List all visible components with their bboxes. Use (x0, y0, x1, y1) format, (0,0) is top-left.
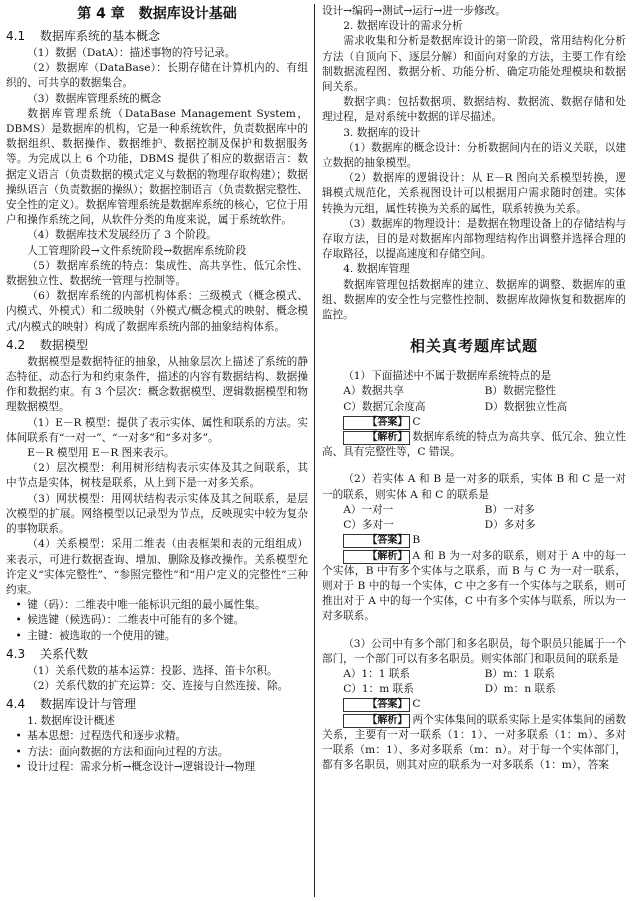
section-heading-4-4: 4.4 数据库设计与管理 (6, 697, 137, 712)
question-stem: （3）公司中有多个部门和多名职员，每个职员只能属于一个部门，一个部门可以有多名职员。则实体部门和职员间的联系是 (322, 637, 626, 665)
paragraph: （1）数据（DatA）：描述事物的符号记录。 (27, 47, 236, 59)
right-column (322, 4, 626, 785)
paragraph: 数据库管理系统（DataBase Management System，DBMS）是数据库的机构，它是一种系统软件，负责数据库中的数据组织、数据操作、数据维护、数据控制及保护和数据服务等。为完成以上 6 个功能，DBMS 提供了相应的数据语言：数据定义语言（负责数据的模式定义与数据的物理存取构建）；数据操纵语言（负责数据的操纵）；数据控制语言（负责数据完整性、安全性的定义）。数据库管理系统是数据库系统的核心，它位于用户和操作系统之间，从软件分类的角度来说，属于系统软件。 (6, 107, 308, 227)
option-d: D）数据独立性高 (484, 400, 568, 413)
section-heading-4-2: 4.2 数据模型 (6, 337, 89, 352)
list-item: • 键（码）：二维表中唯一能标识元组的最小属性集。 (6, 598, 308, 613)
paragraph: E－R 模型用 E－R 图来表示。 (27, 447, 175, 460)
section-heading-4-1: 4.1 数据库系统的基本概念 (6, 29, 161, 43)
question-3 (322, 637, 626, 774)
option-a: A）一对一 (343, 503, 394, 516)
paragraph: （2）关系代数的扩充运算：交、连接与自然连接、除。 (27, 679, 289, 692)
option-list (322, 667, 626, 697)
paragraph: 数据库管理包括数据库的建立、数据库的调整、数据库的重组、数据库的安全性与完整性控制、数据库故障恢复和数据库的监控。 (322, 278, 626, 322)
paragraph: 需求收集和分析是数据库设计的第一阶段，常用结构化分析方法（自顶向下、逐层分解）和面向对象的方法，主要工作有绘制数据流程图、数据分析、功能分析、确定功能处理模块和数据间关系。 (322, 35, 626, 94)
bullet-icon: • (15, 745, 22, 758)
paragraph: 数据模型是数据特征的抽象，从抽象层次上描述了系统的静态特征、动态行为和约束条件，描述的内容有数据结构、数据操作和数据约束。有 3 个层次：概念数据模型、逻辑数据模型和物理数据模型。 (6, 355, 308, 414)
question-1 (322, 369, 626, 460)
related-questions-title: 相关真考题库试题 (409, 337, 538, 356)
paragraph: 3. 数据库的设计 (343, 126, 421, 139)
option-b: B）m：1 联系 (484, 667, 555, 680)
paragraph: （3）数据库的物理设计：是数据在物理设备上的存储结构与存取方法，目的是对数据库内部物理结构作出调整并选择合理的存取路径，以提高速度和存储空间。 (322, 217, 626, 261)
answer-label: 【答案】 (343, 416, 410, 430)
paragraph: （2）数据库（DataBase）：长期存储在计算机内的、有组织的、可共享的数据集合。 (6, 62, 308, 90)
paragraph: （1）E－R 模型：提供了表示实体、属性和联系的方法。实体间联系有“一对一”、“一对多”和“多对多”。 (6, 416, 308, 444)
bullet-icon: • (15, 629, 22, 642)
paragraph: 人工管理阶段→文件系统阶段→数据库系统阶段 (27, 244, 247, 257)
paragraph: （3）网状模型：用网状结构表示实体及其之间联系，是层次模型的扩展。网络模型以记录型为节点，反映现实中较为复杂的事物联系。 (6, 492, 308, 536)
option-a: A）1：1 联系 (343, 667, 411, 680)
left-column (6, 4, 308, 775)
option-d: D）m：n 联系 (484, 683, 556, 696)
paragraph: 设计→编码→测试→运行→进一步修改。 (322, 5, 506, 17)
analysis: 【解析】 两个实体集间的联系实际上是实体集间的函数关系，主要有一对一联系（1：1）、一对多联系（1：m）、多对一联系（m：1）、多对多联系（m：n）。对于每一个实体部门，都有多名职员，则其对应的联系为一对多联系（1：m），答案 (322, 713, 626, 772)
answer-line (322, 697, 626, 712)
question-stem: （2）若实体 A 和 B 是一对多的联系，实体 B 和 C 是一对一的联系，则实体 A 和 C 的联系是 (322, 473, 626, 501)
paragraph: （2）数据库的逻辑设计：从 E－R 图向关系模型转换，逻辑模式规范化，关系视图设计可以根据用户需求随时创建。实体转换为元组，属性转换为关系的属性，联系转换为关系。 (322, 172, 626, 215)
paragraph: （5）数据库系统的特点：集成性、高共享性、低冗余性、数据独立性、数据统一管理与控制等。 (6, 259, 308, 288)
list-item: • 主键：被选取的一个使用的键。 (6, 629, 308, 644)
column-divider (314, 4, 315, 897)
answer-value: B (412, 534, 421, 547)
analysis: 【解析】 数据库系统的特点为高共享、低冗余、独立性高、具有完整性等，C 错误。 (322, 431, 626, 459)
chapter-title: 第 4 章 数据库设计基础 (77, 6, 237, 22)
analysis: 【解析】 A 和 B 为一对多的联系，则对于 A 中的每一个实体，B 中有多个实体与之联系，而 B 与 C 为一对一联系，则对于 B 中的每一个实体，C 中之多有一个实体与之联系，则可推出对于 A 中的每一个实体，C 中有多个实体与联系，所以为一对多联系。 (322, 549, 626, 623)
list-item: • 候选键（候选码）：二维表中可能有的多个键。 (6, 613, 308, 628)
option-list (322, 384, 626, 414)
answer-label: 【答案】 (343, 698, 410, 712)
question-2 (322, 472, 626, 624)
paragraph: （6）数据库系统的内部机构体系：三级模式（概念模式、内模式、外模式）和二级映射（外模式/概念模式的映射、概念模式/内模式的映射）构成了数据库系统内部的抽象结构体系。 (6, 290, 308, 333)
paragraph: （4）关系模型：采用二维表（由表框架和表的元组组成）来表示，可进行数据查询、增加、删除及修改操作。关系模型允许定义“实体完整性”、“参照完整性”和“用户定义的完整性”三种约束。 (6, 538, 308, 596)
option-c: C）1：m 联系 (343, 683, 414, 696)
paragraph: 1. 数据库设计概述 (27, 715, 115, 728)
list-item: • 设计过程：需求分析→概念设计→逻辑设计→物理 (6, 760, 308, 775)
answer-value: C (412, 698, 421, 711)
paragraph: （1）关系代数的基本运算：投影、选择、笛卡尔积。 (27, 664, 278, 677)
analysis-label: 【解析】 (343, 550, 410, 564)
paragraph: 数据字典：包括数据项、数据结构、数据流、数据存储和处理过程，是对系统中数据的详尽描述。 (322, 96, 626, 124)
list-item: • 基本思想：过程迭代和逐步求精。 (6, 729, 308, 744)
list-item: • 方法：面向数据的方法和面向过程的方法。 (6, 745, 308, 760)
analysis-label: 【解析】 (343, 714, 410, 728)
answer-line (322, 533, 626, 548)
bullet-icon: • (15, 730, 22, 743)
option-b: B）数据完整性 (484, 385, 556, 398)
option-c: C）数据冗余度高 (343, 400, 426, 413)
answer-line (322, 415, 626, 430)
option-c: C）多对一 (343, 519, 394, 532)
answer-label: 【答案】 (343, 534, 410, 548)
bullet-icon: • (15, 760, 22, 773)
question-stem: （1）下面描述中不属于数据库系统特点的是 (343, 370, 552, 383)
option-a: A）数据共享 (343, 385, 404, 398)
paragraph: （1）数据库的概念设计：分析数据间内在的语义关联，以建立数据的抽象模型。 (322, 141, 626, 170)
paragraph: 4. 数据库管理 (343, 263, 410, 276)
section-heading-4-3: 4.3 关系代数 (6, 646, 89, 661)
paragraph: （3）数据库管理系统的概念 (27, 92, 162, 105)
analysis-label: 【解析】 (343, 431, 410, 445)
paragraph: 2. 数据库设计的需求分析 (343, 20, 463, 33)
paragraph: （2）层次模型：利用树形结构表示实体及其之间联系，其中节点是实体，树枝是联系，从上到下是一对多关系。 (6, 462, 308, 490)
answer-value: C (412, 415, 421, 428)
paragraph: （4）数据库技术发展经历了 3 个阶段。 (27, 229, 217, 242)
option-d: D）多对多 (484, 519, 536, 532)
bullet-icon: • (15, 614, 22, 627)
option-list (322, 503, 626, 533)
bullet-icon: • (15, 599, 22, 612)
option-b: B）一对多 (484, 503, 535, 516)
